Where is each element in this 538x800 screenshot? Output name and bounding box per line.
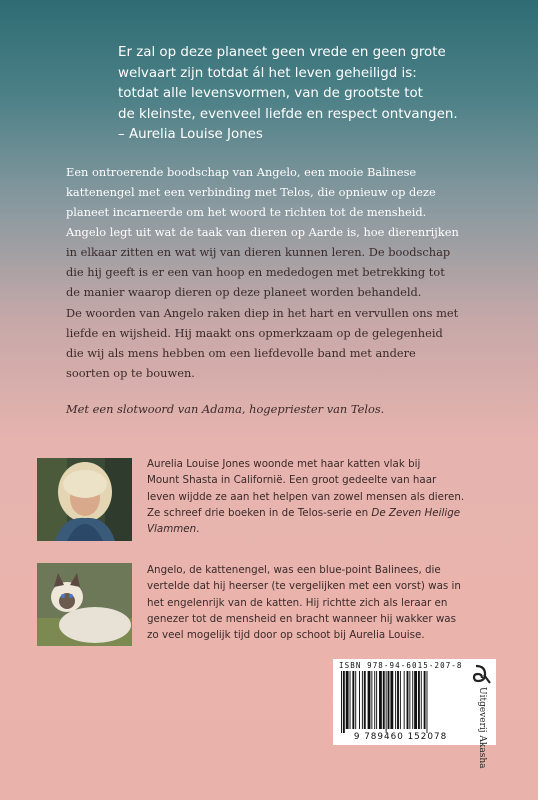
barcode-bar (386, 671, 387, 733)
barcode-number: 9 789460 152078 (353, 732, 448, 742)
bio-text: Ze schreef drie boeken in de Telos-serie en (147, 506, 372, 519)
akasha-logo-icon (471, 663, 493, 685)
barcode-bar (343, 671, 345, 733)
description-paragraph-2 (66, 303, 506, 383)
barcode-bar (395, 671, 396, 729)
barcode-bar (409, 671, 410, 729)
barcode-bar (414, 671, 417, 729)
back-cover-quote (118, 43, 518, 146)
barcode-bar (374, 671, 375, 729)
text-line: Een ontroerende boodschap van Angelo, een mooie Balinese (66, 165, 417, 179)
bio-line (147, 521, 497, 537)
text-line: soorten op te bouwen. (66, 366, 195, 380)
description-paragraph-1 (66, 162, 506, 302)
text-line: kattenengel met een verbinding met Telos, die opnieuw op deze (66, 185, 436, 199)
barcode-bar (352, 671, 354, 729)
text-line: die hij geeft is er een van hoop en mededogen met betrekking tot (66, 265, 445, 279)
barcode-bar (346, 671, 349, 729)
text-line: de manier waarop dieren op deze planeet worden behandeld. (66, 285, 422, 299)
bio-line: leven wijdde ze aan het helpen van zowel mensen als dieren. (147, 490, 465, 503)
barcode-bar (400, 671, 401, 729)
barcode-bars-icon (341, 671, 461, 733)
barcode-bar (421, 671, 422, 729)
bio-line: Angelo, de kattenengel, was een blue-point Balinees, die (147, 564, 441, 576)
bio-line: het engelenrijk van de katten. Hij richtte zich als leraar en (147, 596, 448, 609)
barcode-bar (418, 671, 420, 729)
text-line: Angelo legt uit wat de taak van dieren op Aarde is, hoe dierenrijken (66, 225, 459, 239)
barcode-bar (350, 671, 351, 729)
text-line: die wij als mens hebben om een liefdevolle band met andere (66, 346, 416, 360)
book-title-cont: Vlammen (147, 523, 197, 536)
author-bio (147, 456, 497, 537)
bio-line: vertelde dat hij heerser (te vergelijken met een vorst) was in (147, 580, 461, 593)
book-title: De Zeven Heilige (371, 506, 461, 519)
barcode-bar (383, 671, 385, 729)
isbn-label: ISBN 978-94-6015-207-8 (339, 661, 463, 670)
barcode-bar (404, 671, 405, 729)
bio-line: genezer tot de mensheid en bracht wanneer hij wakker was (147, 612, 456, 625)
barcode-bar (379, 671, 382, 729)
bio-line: Aurelia Louise Jones woonde met haar katten vlak bij (147, 458, 421, 470)
quote-line: Er zal op deze planeet geen vrede en geen grote (118, 45, 446, 60)
barcode-bar (407, 671, 409, 729)
text-line: in elkaar zitten en wat wij van dieren kunnen leren. De boodschap (66, 245, 451, 259)
bio-line: zo veel mogelijk tijd door op schoot bij Aurelia Louise. (147, 629, 425, 642)
barcode-bar (362, 671, 363, 729)
barcode-bar (355, 671, 356, 729)
barcode-bar (341, 671, 342, 733)
quote-line: welvaart zijn totdat ál het leven geheiligd is: (118, 65, 417, 81)
text-line: liefde en wijsheid. Hij maakt ons opmerkzaam op de gelegenheid (66, 326, 443, 340)
barcode-bar (364, 671, 366, 729)
barcode-bar (371, 671, 372, 729)
cat-bio (147, 562, 497, 643)
quote-attribution: – Aurelia Louise Jones (118, 127, 263, 143)
barcode-bar (376, 671, 377, 729)
afterword-credit: Met een slotwoord van Adama, hogepriester van Telos. (66, 402, 385, 416)
barcode-bar (388, 671, 390, 729)
author-photo (37, 458, 132, 541)
barcode-bar (368, 671, 371, 729)
barcode-bar (412, 671, 413, 729)
publisher-block (468, 659, 496, 769)
text-line: De woorden van Angelo raken diep in het hart en vervullen ons met (66, 306, 459, 320)
barcode-bar (359, 671, 360, 729)
barcode-bar (427, 671, 428, 733)
bio-text: . (196, 523, 200, 536)
publisher-name: Uitgeverij Akasha (477, 687, 487, 769)
quote-line: de kleinste, evenveel liefde en respect ontvangen. (118, 106, 458, 122)
isbn-barcode (333, 659, 468, 745)
bio-line (147, 505, 497, 521)
barcode-bar (424, 671, 426, 729)
barcode-bar (397, 671, 399, 729)
cat-photo (37, 563, 132, 646)
barcode-bar (390, 671, 393, 729)
bio-line: Mount Shasta in Californië. Een groot gedeelte van haar (147, 474, 437, 487)
text-line: planeet incarneerde om het woord te richten tot de mensheid. (66, 205, 427, 219)
quote-line: totdat alle levensvormen, van de grootste tot (118, 86, 423, 102)
